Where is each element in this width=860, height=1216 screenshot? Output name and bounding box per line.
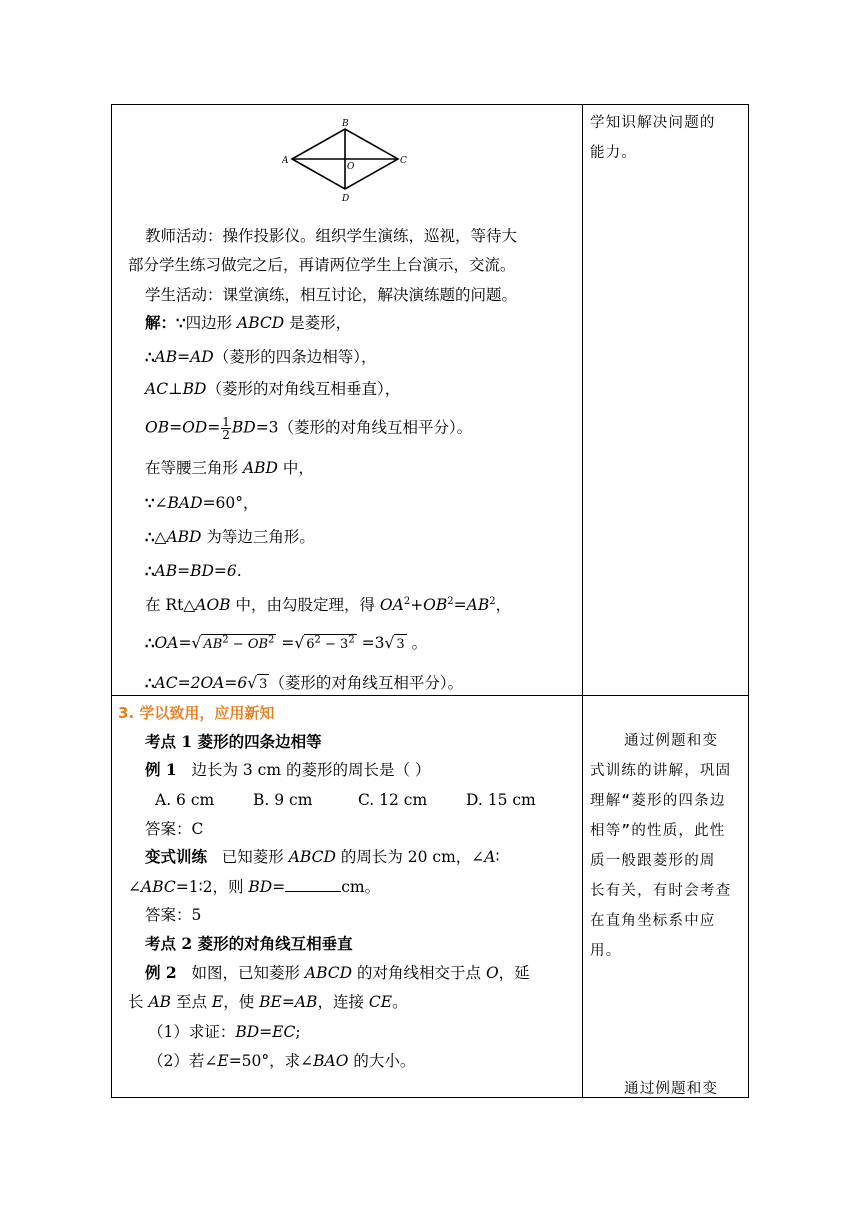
sq-1: 2 xyxy=(403,595,411,607)
radical-3 xyxy=(394,634,406,655)
side-note-5: 质一般跟菱形的周 xyxy=(590,853,716,869)
variant-label: 变式训练 xyxy=(145,847,208,866)
sol-3-eq: AC⊥BD xyxy=(145,380,207,398)
sq-5: 2 xyxy=(268,634,275,646)
sol-10-end: 。 xyxy=(406,634,428,652)
key-point-1: 考点 1 菱形的四条边相等 xyxy=(145,732,322,751)
radical-2 xyxy=(304,634,356,655)
lesson-table xyxy=(111,104,749,1098)
ex2-2-mid3: ，连接 xyxy=(317,993,369,1011)
sol-10-pre: OA= xyxy=(154,634,192,652)
solution-line-8 xyxy=(145,561,242,581)
label-o: O xyxy=(347,162,355,172)
q2-pre: （2）若∠ xyxy=(148,1052,218,1070)
solution-line-1 xyxy=(145,313,351,333)
sol-1-var: ABCD xyxy=(237,314,285,332)
side-note-top-1: 学知识解决问题的 xyxy=(590,115,716,131)
sol-6-var: BAD xyxy=(167,494,203,512)
sol-3-note: （菱形的对角线互相垂直）， xyxy=(206,380,401,398)
side-note-7: 在直角坐标系中应 xyxy=(590,913,716,929)
variant-line-1 xyxy=(145,847,500,867)
sol-9-end: ， xyxy=(495,596,512,614)
sol-2-note: （菱形的四条边相等）， xyxy=(213,348,377,366)
sol-6-post: =60°， xyxy=(202,494,259,512)
sol-10-eq2: =3 xyxy=(356,634,385,652)
question-1 xyxy=(148,1022,301,1042)
sol-1-post: 是菱形， xyxy=(284,314,352,332)
sol-11-note: （菱形的对角线互相平分）。 xyxy=(269,674,464,692)
sol-9-pre: 在 Rt△ xyxy=(145,596,196,614)
ex2-2-pre: 长 xyxy=(128,993,149,1011)
side-note-6: 长有关，有时会考查 xyxy=(590,883,732,899)
solution-line-3 xyxy=(145,379,400,399)
sq-3: 2 xyxy=(489,595,496,607)
answer-blank xyxy=(285,877,341,892)
example-2-o: O xyxy=(485,964,499,982)
sol-9-oa: OA xyxy=(379,596,404,614)
sol-6-pre: ∠ xyxy=(154,494,168,512)
example-1-text: 边长为 3 cm 的菱形的周长是（ ） xyxy=(191,761,431,779)
rad-3b: 3 xyxy=(259,677,268,692)
radical-1 xyxy=(201,634,276,655)
sol-4-pre: OB=OD= xyxy=(145,418,221,437)
sol-8-eq: AB=BD=6. xyxy=(154,562,242,580)
sq-4: 2 xyxy=(222,634,229,646)
solution-line-6 xyxy=(145,493,259,513)
sol-7-var: ABD xyxy=(166,528,202,546)
sol-7-post: 为等边三角形。 xyxy=(201,528,315,546)
side-note-9: 通过例题和变 xyxy=(624,1081,719,1097)
variant-2-pre: ∠ xyxy=(128,878,141,896)
fraction-numerator: 1 xyxy=(222,415,230,429)
student-activity: 学生活动：课堂演练，相互讨论，解决演练题的问题。 xyxy=(145,286,518,304)
sol-9-ab: =AB xyxy=(453,596,490,614)
solution-line-2 xyxy=(145,347,377,367)
therefore-symbol-3: ∴ xyxy=(145,562,155,580)
rad-ob: OB xyxy=(247,637,269,652)
q1-end: ; xyxy=(295,1023,301,1041)
sol-7-pre: △ xyxy=(154,528,167,546)
q2-mid: =50°，求∠ xyxy=(228,1052,314,1070)
column-divider xyxy=(582,105,583,1097)
variant-1-var: ABCD xyxy=(288,848,336,866)
fraction-denominator: 2 xyxy=(222,428,230,442)
solution-line-4 xyxy=(145,416,472,441)
variant-1-colon: ∶ xyxy=(495,848,500,866)
solution-line-11: ∴AC=2OA=6√ 3 （菱形的对角线互相平分）。 xyxy=(145,673,463,695)
sq-2: 2 xyxy=(447,595,454,607)
radical-4 xyxy=(257,674,269,695)
side-note-top-2: 能力。 xyxy=(590,145,638,161)
sol-2-eq: AB=AD xyxy=(154,348,214,366)
sq-7: 2 xyxy=(348,634,355,646)
side-note-8: 用。 xyxy=(590,943,622,959)
therefore-symbol: ∴ xyxy=(145,348,155,366)
solution-line-7 xyxy=(145,527,315,547)
q2-e: E xyxy=(217,1052,229,1070)
variant-2-bd: BD xyxy=(248,878,273,896)
ex2-2-e: E xyxy=(211,993,224,1011)
variant-2-var: ABC xyxy=(141,878,176,896)
side-note-1: 通过例题和变 xyxy=(624,733,719,749)
example-2-line-2 xyxy=(128,992,408,1012)
example-2-var: ABCD xyxy=(304,964,353,982)
sol-9-mid: 中，由勾股定理，得 xyxy=(230,596,380,614)
question-2 xyxy=(148,1051,415,1071)
example-2-line-1 xyxy=(145,963,530,983)
ex2-2-mid: 至点 xyxy=(171,993,212,1011)
ex2-2-ce: CE xyxy=(368,993,393,1011)
sol-4-post: =3（菱形的对角线互相平分）。 xyxy=(255,418,473,437)
example-2-mid: 的对角线相交于点 xyxy=(352,964,486,982)
label-a: A xyxy=(282,156,289,166)
ex2-2-end: 。 xyxy=(392,993,408,1011)
row-divider xyxy=(112,695,748,696)
ex2-2-eq: BE=AB xyxy=(259,993,318,1011)
key-point-2: 考点 2 菱形的对角线互相垂直 xyxy=(145,934,353,953)
sol-9-ob: +OB xyxy=(410,596,448,614)
q1-eq: BD=EC xyxy=(235,1023,296,1041)
option-c: C. 12 cm xyxy=(358,791,428,809)
rad-minus-3: − 3 xyxy=(320,637,349,652)
sol-4-var: BD xyxy=(231,418,256,437)
fraction-half xyxy=(221,416,231,441)
variant-1-post: 的周长为 20 cm，∠ xyxy=(335,848,485,866)
sq-6: 2 xyxy=(314,634,321,646)
sol-9-var: AOB xyxy=(195,596,231,614)
minus-1: − xyxy=(228,637,248,652)
option-b: B. 9 cm xyxy=(253,791,313,809)
side-note-2: 式训练的讲解，巩固 xyxy=(590,763,732,779)
variant-2-post: cm。 xyxy=(341,878,381,896)
because-symbol: ∵ xyxy=(176,314,186,332)
variant-2-mid: =1∶2，则 xyxy=(175,878,249,896)
solution-line-5 xyxy=(145,458,314,478)
ex2-2-mid2: ，使 xyxy=(223,993,260,1011)
rad-6: 6 xyxy=(306,637,315,652)
sol-11-pre: AC=2OA=6 xyxy=(154,674,248,692)
solution-label: 解： xyxy=(145,313,177,332)
ex2-2-ab: AB xyxy=(148,993,172,1011)
rad-3: 3 xyxy=(396,637,405,652)
q1-pre: （1）求证： xyxy=(148,1023,236,1041)
variant-line-2 xyxy=(128,877,380,897)
example-2-end: ，延 xyxy=(498,964,530,982)
sol-5-post: 中， xyxy=(277,459,314,477)
variant-1-pre: 已知菱形 xyxy=(221,848,289,866)
variant-2-eq: = xyxy=(272,878,286,896)
teacher-activity-1: 教师活动：操作投影仪。组织学生演练，巡视，等待大 xyxy=(145,227,518,245)
because-symbol-2: ∵ xyxy=(145,494,155,512)
teacher-activity-2: 部分学生练习做完之后，再请两位学生上台演示，交流。 xyxy=(128,256,516,274)
example-2-label: 例 2 xyxy=(145,963,177,982)
therefore-symbol-2: ∴ xyxy=(145,528,155,546)
sol-10-eq: = xyxy=(276,634,295,652)
side-note-4: 相等”的性质，此性 xyxy=(590,823,726,839)
answer-2: 答案：5 xyxy=(145,906,202,924)
option-a: A. 6 cm xyxy=(155,791,215,809)
variant-1-a: A xyxy=(484,848,496,866)
sol-5-pre: 在等腰三角形 xyxy=(145,459,243,477)
rad-ab: AB xyxy=(203,637,223,652)
sol-1-pre: 四边形 xyxy=(185,314,237,332)
label-c: C xyxy=(400,156,407,166)
section-heading: 3. 学以致用，应用新知 xyxy=(118,704,275,722)
answer-1: 答案：C xyxy=(145,820,204,838)
example-2-pre: 如图，已知菱形 xyxy=(191,964,305,982)
q2-var: BAO xyxy=(313,1052,349,1070)
rhombus-figure xyxy=(282,117,412,207)
therefore-symbol-4: ∴ xyxy=(145,634,155,652)
q2-end: 的大小。 xyxy=(348,1052,416,1070)
solution-line-9 xyxy=(145,595,511,615)
label-b: B xyxy=(342,119,349,129)
label-d: D xyxy=(342,194,350,204)
example-1 xyxy=(145,760,430,780)
option-d: D. 15 cm xyxy=(466,791,536,809)
sol-5-var: ABD xyxy=(242,459,278,477)
side-note-3: 理解“菱形的四条边 xyxy=(590,793,726,809)
example-1-label: 例 1 xyxy=(145,760,177,779)
therefore-symbol-5: ∴ xyxy=(145,674,155,692)
solution-line-10: ∴OA=√ $AB^2 - OB^2$ =√ $6^2 - 3^2 =3√$ 3 。 xyxy=(145,633,427,655)
